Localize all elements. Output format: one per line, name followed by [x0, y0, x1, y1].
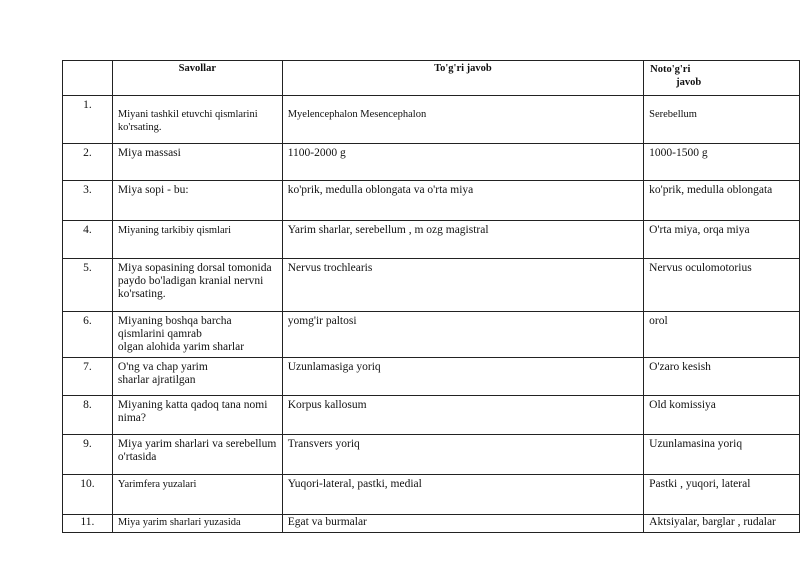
row-number: 8.: [63, 396, 113, 435]
question-cell: Miya yarim sharlari va serebellum o'rtasida: [112, 435, 282, 475]
header-wrong-line1: Noto'g'ri: [650, 64, 691, 75]
correct-answer-cell: Yarim sharlar, serebellum , m ozg magistral: [282, 221, 643, 259]
correct-answer-cell: Transvers yoriq: [282, 435, 643, 475]
wrong-answer-cell: O'zaro kesish: [644, 358, 800, 396]
wrong-answer-cell: ko'prik, medulla oblongata: [644, 181, 800, 221]
row-number: 6.: [63, 312, 113, 358]
header-question: Savollar: [112, 61, 282, 96]
header-row: [63, 61, 800, 96]
question-line: sharlar ajratilgan: [117, 374, 196, 386]
row-number: 11.: [63, 515, 113, 533]
question-cell: Miyaning katta qadoq tana nomi nima?: [112, 396, 282, 435]
question-line: O'ng va chap yarim: [117, 361, 208, 373]
question-cell: Miya sopasining dorsal tomonida paydo bo'ladigan kranial nervni ko'rsating.: [112, 259, 282, 312]
correct-answer-cell: Yuqori-lateral, pastki, medial: [282, 475, 643, 515]
question-line: olgan alohida yarim sharlar: [117, 341, 245, 353]
row-number: 9.: [63, 435, 113, 475]
wrong-answer-cell: Serebellum: [644, 96, 800, 144]
question-cell: Miyani tashkil etuvchi qismlarini ko'rsating.: [112, 96, 282, 144]
table-row: [63, 475, 800, 515]
correct-answer-cell: ko'prik, medulla oblongata va o'rta miya: [282, 181, 643, 221]
row-number: 7.: [63, 358, 113, 396]
wrong-answer-cell: Aktsiyalar, barglar , rudalar: [644, 515, 800, 533]
row-number: 1.: [63, 96, 113, 144]
table-row: [63, 312, 800, 358]
question-cell: [112, 358, 282, 396]
question-line: qismlarini qamrab: [117, 328, 202, 340]
wrong-answer-cell: O'rta miya, orqa miya: [644, 221, 800, 259]
correct-answer-cell: yomg'ir paltosi: [282, 312, 643, 358]
wrong-answer-cell: Old komissiya: [644, 396, 800, 435]
table-row: [63, 96, 800, 144]
table-row: [63, 358, 800, 396]
questions-table: [62, 60, 800, 533]
row-number: 4.: [63, 221, 113, 259]
table-row: [63, 435, 800, 475]
question-cell: Miyaning tarkibiy qismlari: [112, 221, 282, 259]
row-number: 3.: [63, 181, 113, 221]
table-row: [63, 181, 800, 221]
question-line: Miyaning boshqa barcha: [117, 315, 232, 327]
row-number: 2.: [63, 144, 113, 181]
header-number: [63, 61, 113, 96]
question-cell: Miya sopi - bu:: [112, 181, 282, 221]
wrong-answer-cell: Pastki , yuqori, lateral: [644, 475, 800, 515]
correct-answer-cell: 1100-2000 g: [282, 144, 643, 181]
correct-answer-cell: Nervus trochlearis: [282, 259, 643, 312]
wrong-answer-cell: orol: [644, 312, 800, 358]
wrong-answer-cell: Uzunlamasina yoriq: [644, 435, 800, 475]
wrong-answer-cell: 1000-1500 g: [644, 144, 800, 181]
question-cell: Miya yarim sharlari yuzasida: [112, 515, 282, 533]
header-wrong-answer: [644, 61, 800, 96]
header-wrong-line2: javob: [676, 77, 702, 88]
table-row: [63, 515, 800, 533]
row-number: 10.: [63, 475, 113, 515]
correct-answer-cell: Egat va burmalar: [282, 515, 643, 533]
table-row: [63, 396, 800, 435]
correct-answer-cell: Uzunlamasiga yoriq: [282, 358, 643, 396]
table-row: [63, 221, 800, 259]
row-number: 5.: [63, 259, 113, 312]
correct-answer-cell: Myelencephalon Mesencephalon: [282, 96, 643, 144]
table-row: [63, 259, 800, 312]
correct-answer-cell: Korpus kallosum: [282, 396, 643, 435]
question-cell: [112, 312, 282, 358]
question-cell: Yarimfera yuzalari: [112, 475, 282, 515]
table-row: [63, 144, 800, 181]
header-correct-answer: To'g'ri javob: [282, 61, 643, 96]
wrong-answer-cell: Nervus oculomotorius: [644, 259, 800, 312]
question-cell: Miya massasi: [112, 144, 282, 181]
